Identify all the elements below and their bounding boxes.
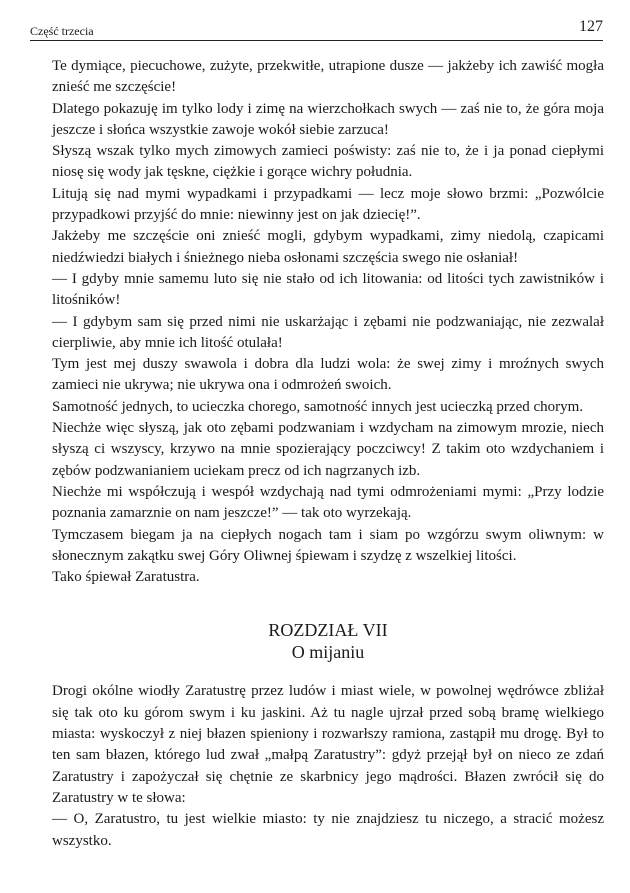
paragraph: Tym jest mej duszy swawola i dobra dla ludzi wola: że swej zimy i mroźnych swych zamieci nie ukrywa; nie ukrywa ona i odmrożeń swoich. xyxy=(52,356,604,394)
paragraph: Niechże mi współczują i wespół wzdychają nad tymi odmrożeniami mymi: „Przy lodzie poznania zamarznie on nam jeszcze!” — tak oto wyrzekają. xyxy=(52,483,604,522)
paragraph: Niechże więc słyszą, jak oto zębami podzwaniam i wzdycham na zimowym mrozie, niech słyszą ci wszyscy, krzywo na mnie spozierający poczciwcy! Z takim oto wzdychaniem i zębów podzwanianiem uciekam precz od ich nagrzanych izb. xyxy=(52,420,604,479)
paragraph: Słyszą wszak tylko mych zimowych zamieci poświsty: zaś nie to, że i ja ponad ciepłymi niosę się wody jak tęskne, ciężkie i gorące wichry południa. xyxy=(52,143,604,181)
paragraph: — O, Zaratustro, tu jest wielkie miasto: ty nie znajdziesz tu niczego, a stracić możesz wszystko. xyxy=(52,811,604,849)
paragraph: — I gdyby mnie samemu luto się nie stało od ich litowania: od litości tych zawistników i litośników! xyxy=(52,270,604,309)
paragraph: — I gdybym sam się przed nimi nie uskarżając i zębami nie podzwaniając, nie zezwalał cierpliwie, aby mnie ich litość otulała! xyxy=(52,313,604,351)
chapter-subtitle: O mijaniu xyxy=(291,642,365,663)
closing-line: Tako śpiewał Zaratustra. xyxy=(52,569,200,586)
section-title: Część trzecia xyxy=(30,24,94,38)
paragraph: Samotność jednych, to ucieczka chorego, samotność innych jest ucieczką przed chorym. xyxy=(52,398,584,415)
chapter-title: ROZDZIAŁ VII xyxy=(268,620,388,641)
running-header xyxy=(30,18,603,41)
paragraph: Dlatego pokazuję im tylko lody i zimę na wierzchołkach swych — zaś nie to, że góra moja jeszcze i słońca wszystkie zawoje wokół siebie zarzuca! xyxy=(52,100,604,138)
page-number: 127 xyxy=(579,18,603,35)
chapter-heading xyxy=(52,619,604,663)
paragraph: Tymczasem biegam ja na ciepłych nogach tam i siam po wzgórzu swym oliwnym: w słonecznym zakątku swej Góry Oliwnej śpiewam i szydzę z wszelkiej litości. xyxy=(52,526,604,564)
page-body xyxy=(52,56,604,852)
paragraph: Litują się nad mymi wypadkami i przypadkami — lecz moje słowo brzmi: „Pozwólcie przypadkowi przyjść do mnie: niewinny jest on jak dziecię!”. xyxy=(52,185,604,224)
paragraph: Te dymiące, piecuchowe, zużyte, przekwitłe, utrapione dusze — jakżeby ich zawiść mogła znieść me szczęście! xyxy=(52,58,604,96)
paragraph: Drogi okólne wiodły Zaratustrę przez ludów i miast wiele, w powolnej wędrówce zbliżał się tak oto ku górom swym i ku jaskini. Aż tu nagle ujrzał przed sobą bramę wielkiego miasta: wyskoczył z niej błazen spieniony i rozwarłszy ramiona, zastąpił mu drogę. Był to ten sam błazen, którego lud zwał „małpą Zaratustry”: gdyż przejął był on nieco ze zdań Zaratustry i zapożyczał się chętnie ze skarbnicy jego mądrości. Błazen zwrócił się do Zaratustry w te słowa: xyxy=(52,683,604,806)
paragraph: Jakżeby me szczęście oni znieść mogli, gdybym wypadkami, zimy niedolą, czapicami niedźwiedzi białych i śnieżnego nieba osłonami szczęścia swego nie osłaniał! xyxy=(52,228,604,266)
